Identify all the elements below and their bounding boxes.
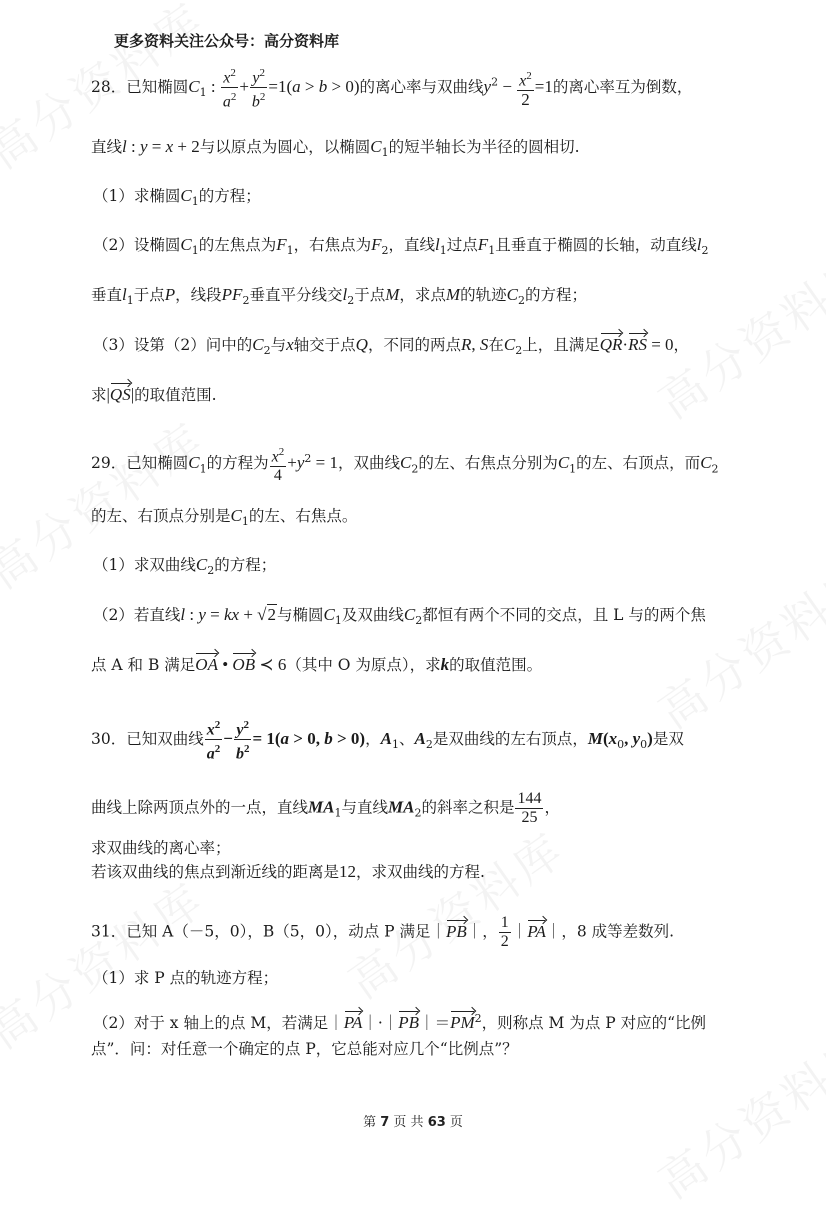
q31-part2-line2: 点”．问：对任意一个确定的点 P，它总能对应几个“比例点”？ bbox=[91, 1040, 518, 1058]
q28-part2-line1: （2）设椭圆$C_1$的左焦点为$F_1$，右焦点为$F_2$，直线$l_1$过点$F_1$且垂直于椭圆的长轴，动直线$l_2$ bbox=[93, 235, 709, 258]
q29-part2-line2: 点 A 和 B 满足OA • OB ≺ 6（其中 O 为原点），求k的取值范围。 bbox=[91, 655, 543, 674]
watermark bbox=[334, 814, 577, 1011]
q30-sub2: 若该双曲线的焦点到渐近线的距离是12，求双曲线的方程. bbox=[91, 862, 485, 881]
page-footer: 第 7 页 共 63 页 bbox=[363, 1115, 463, 1130]
q29-part2-line1: （2）若直线l : y = kx + √2与椭圆$C_1$及双曲线$C_2$都恒有两个不同的交点，且 L 与的两个焦 bbox=[93, 605, 706, 628]
q29-part1: （1）求双曲线$C_2$的方程； bbox=[93, 555, 277, 578]
q29-line2: 的左、右顶点分别是$C_1$的左、右焦点。 bbox=[91, 506, 358, 529]
q30-line1: 30．已知双曲线 $\frac{x^2}{a^2}$ − $\frac{y^2}{b^2}$ = 1(a > 0, b > 0)，$A_1$、$A_2$是双曲线的左右顶点，$M(x_0$, $y_0$)是双 bbox=[91, 716, 684, 764]
watermark bbox=[644, 544, 826, 741]
watermark bbox=[644, 234, 826, 431]
page-number: 7 bbox=[380, 1115, 390, 1130]
q28-part1: （1）求椭圆$C_1$的方程； bbox=[93, 186, 261, 209]
q28-line1: 28．已知椭圆$C_1$ : $\frac{x^2}{a^2}$ + $\frac{y^2}{b^2}$ =1(a > b > 0)的离心率与双曲线$y^2$ − $\frac{x^2}{2}$ =1的离心率互为倒数， bbox=[91, 64, 692, 112]
q29-line1: 29．已知椭圆$C_1$的方程为 $\frac{x^2}{4}$ $+y^2 = 1$，双曲线$C_2$的左、右焦点分别为$C_1$的左、右顶点，而$C_2$ bbox=[91, 443, 719, 485]
page-total: 63 bbox=[427, 1115, 446, 1130]
q28-part2-line2: 垂直$l_1$于点P，线段$PF_2$垂直平分线交$l_2$于点M，求点M的轨迹$C_2$的方程； bbox=[91, 285, 587, 308]
q31-part2-line1: （2）对于 x 轴上的点 M，若满足$|PA|\cdot|PB|=PM^2$，则称点 M 为点 P 对应的“比例 bbox=[93, 1012, 707, 1033]
q30-line2: 曲线上除两顶点外的一点，直线$MA_1$与直线$MA_2$的斜率之积是 $\frac{144}{25}$ ， bbox=[91, 790, 560, 826]
q31-line1: 31．已知 A（－5，0），B（5，0），动点 P 满足｜PB｜， $\frac{1}{2}$ ｜PA｜，8 成等差数列. bbox=[91, 914, 675, 950]
page-header: 更多资料关注公众号：高分资料库 bbox=[114, 32, 340, 50]
q28-part3-line2: 求|QS|的取值范围. bbox=[91, 385, 217, 404]
q31-part1: （1）求 P 点的轨迹方程； bbox=[93, 969, 279, 987]
q30-sub1: 求双曲线的离心率； bbox=[91, 839, 231, 857]
q28-line2: 直线l : y = x + 2与以原点为圆心，以椭圆$C_1$的短半轴长为半径的圆相切. bbox=[91, 137, 580, 160]
q28-part3-line1: （3）设第（2）问中的$C_2$与x轴交于点Q，不同的两点R, S在$C_2$上，且满足QR·RS = 0， bbox=[93, 335, 690, 358]
